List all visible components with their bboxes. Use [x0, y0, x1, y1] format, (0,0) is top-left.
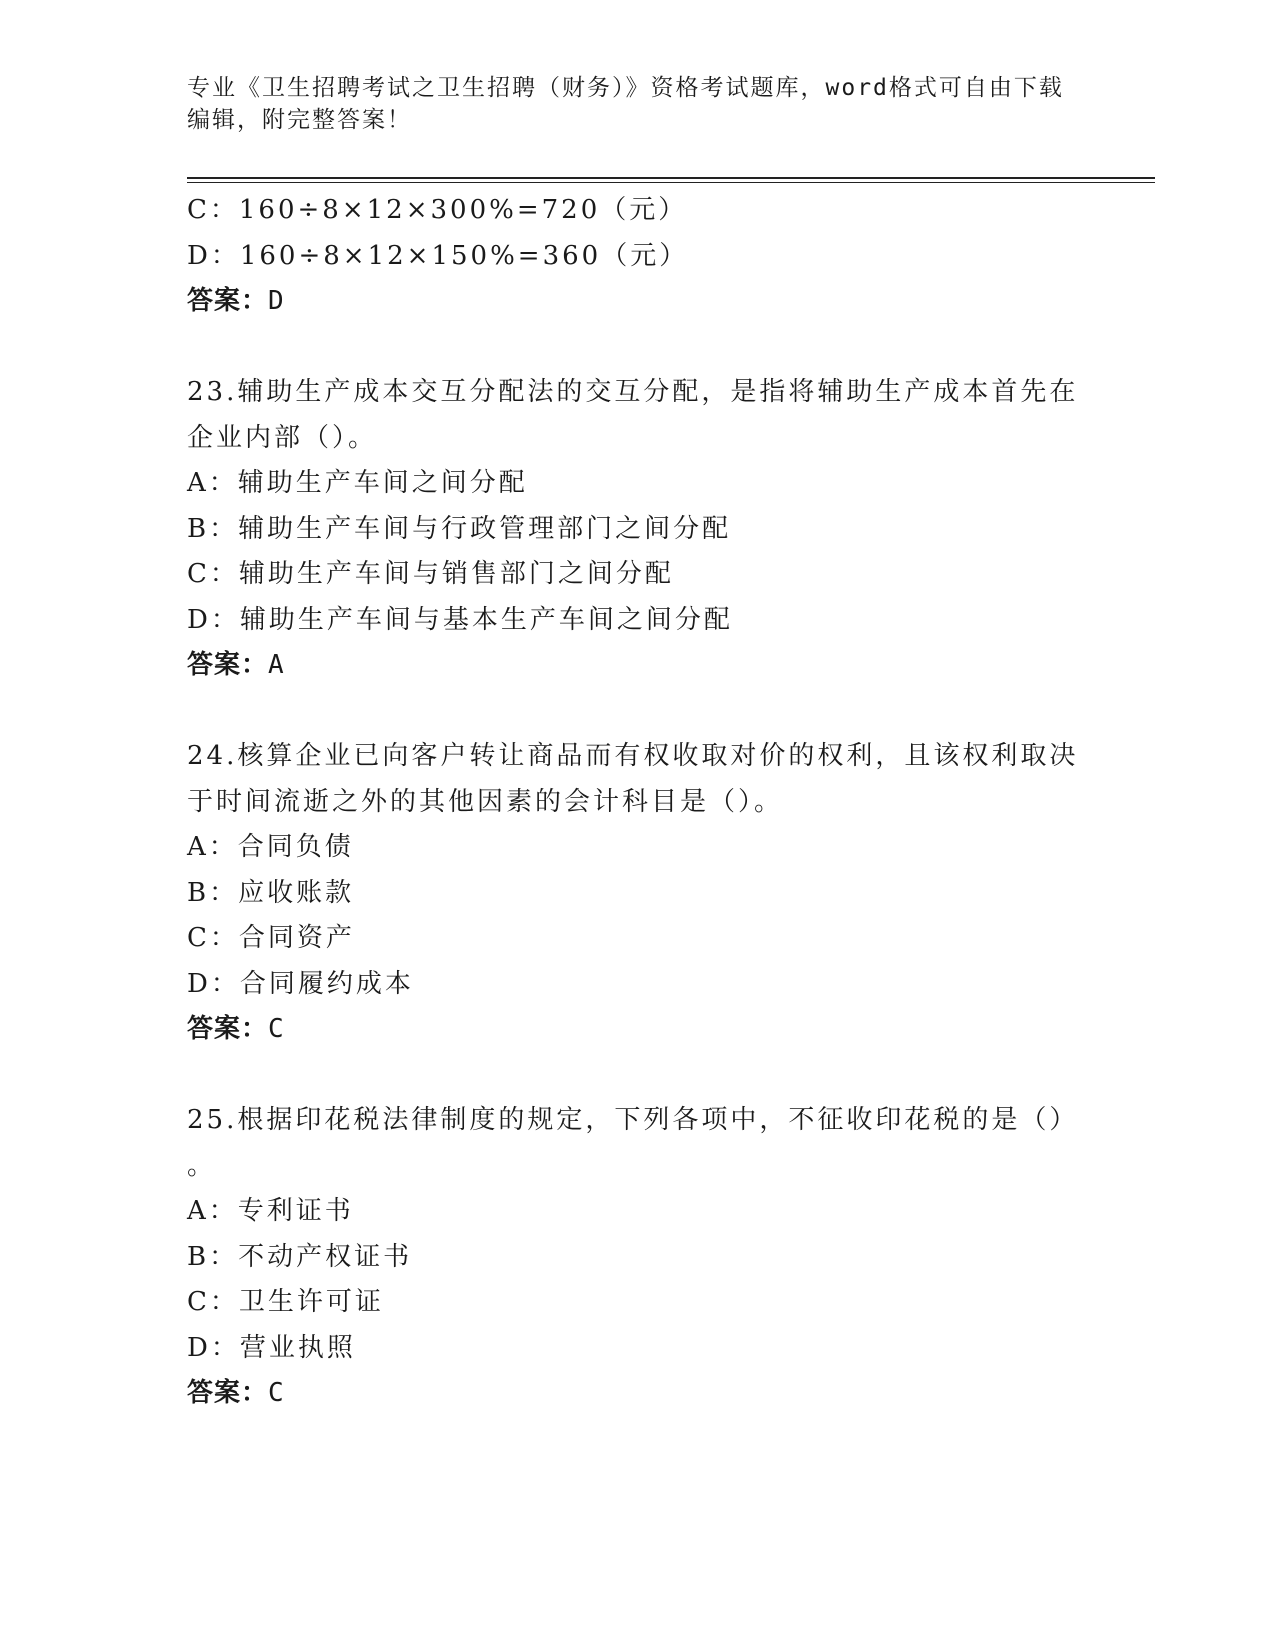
answer-line — [187, 1371, 1087, 1417]
question-stem-line-2: 于时间流逝之外的其他因素的会计科目是（）。 — [187, 786, 784, 817]
answer-label: 答案： — [187, 286, 269, 316]
question-24 — [187, 734, 1087, 1053]
spacer — [187, 689, 1087, 735]
question-stem-line-2: 企业内部（）。 — [187, 422, 378, 453]
option-a: A：辅助生产车间之间分配 — [187, 468, 528, 498]
answer-value: A — [268, 650, 285, 680]
spacer — [187, 1053, 1087, 1099]
question-stem-line-2: 。 — [187, 1150, 217, 1181]
option-b: B：不动产权证书 — [187, 1241, 413, 1272]
answer-label: 答案： — [187, 1378, 269, 1408]
question-stem-line-1: 24.核算企业已向客户转让商品而有权收取对价的权利，且该权利取决 — [187, 741, 1079, 771]
header-line-1: 专业《卫生招聘考试之卫生招聘（财务）》资格考试题库，word格式可自由下载 — [187, 75, 1064, 101]
question-list — [187, 188, 1087, 1417]
question-25 — [187, 1098, 1087, 1417]
answer-value: C — [268, 1378, 285, 1408]
answer-label: 答案： — [187, 650, 269, 680]
answer-line — [187, 1007, 1087, 1053]
answer-label: 答案： — [187, 1014, 269, 1044]
option-b: B：应收账款 — [187, 877, 355, 908]
header-line-2: 编辑，附完整答案！ — [187, 107, 412, 133]
question-23 — [187, 370, 1087, 689]
answer-line — [187, 279, 1087, 325]
option-d: D：合同履约成本 — [187, 968, 414, 999]
header-divider — [187, 177, 1155, 183]
answer-value: C — [268, 1014, 285, 1044]
option-c: C：合同资产 — [187, 923, 355, 953]
option-c: C：卫生许可证 — [187, 1287, 384, 1317]
question-stem-line-1: 25.根据印花税法律制度的规定，下列各项中，不征收印花税的是（） — [187, 1105, 1079, 1135]
spacer — [187, 325, 1087, 371]
question-22-tail — [187, 188, 1087, 325]
option-b: B：辅助生产车间与行政管理部门之间分配 — [187, 513, 732, 544]
document-header — [187, 72, 1067, 136]
question-stem-line-1: 23.辅助生产成本交互分配法的交互分配，是指将辅助生产成本首先在 — [187, 377, 1079, 407]
option-d: D：营业执照 — [187, 1332, 356, 1363]
answer-value: D — [268, 286, 285, 316]
option-a: A：专利证书 — [187, 1196, 354, 1226]
answer-line — [187, 643, 1087, 689]
option-c: C：160÷8×12×300%=720（元） — [187, 195, 688, 225]
option-a: A：合同负债 — [187, 832, 354, 862]
option-c: C：辅助生产车间与销售部门之间分配 — [187, 559, 674, 589]
option-d: D：辅助生产车间与基本生产车间之间分配 — [187, 604, 733, 635]
option-d: D：160÷8×12×150%=360（元） — [187, 240, 689, 271]
